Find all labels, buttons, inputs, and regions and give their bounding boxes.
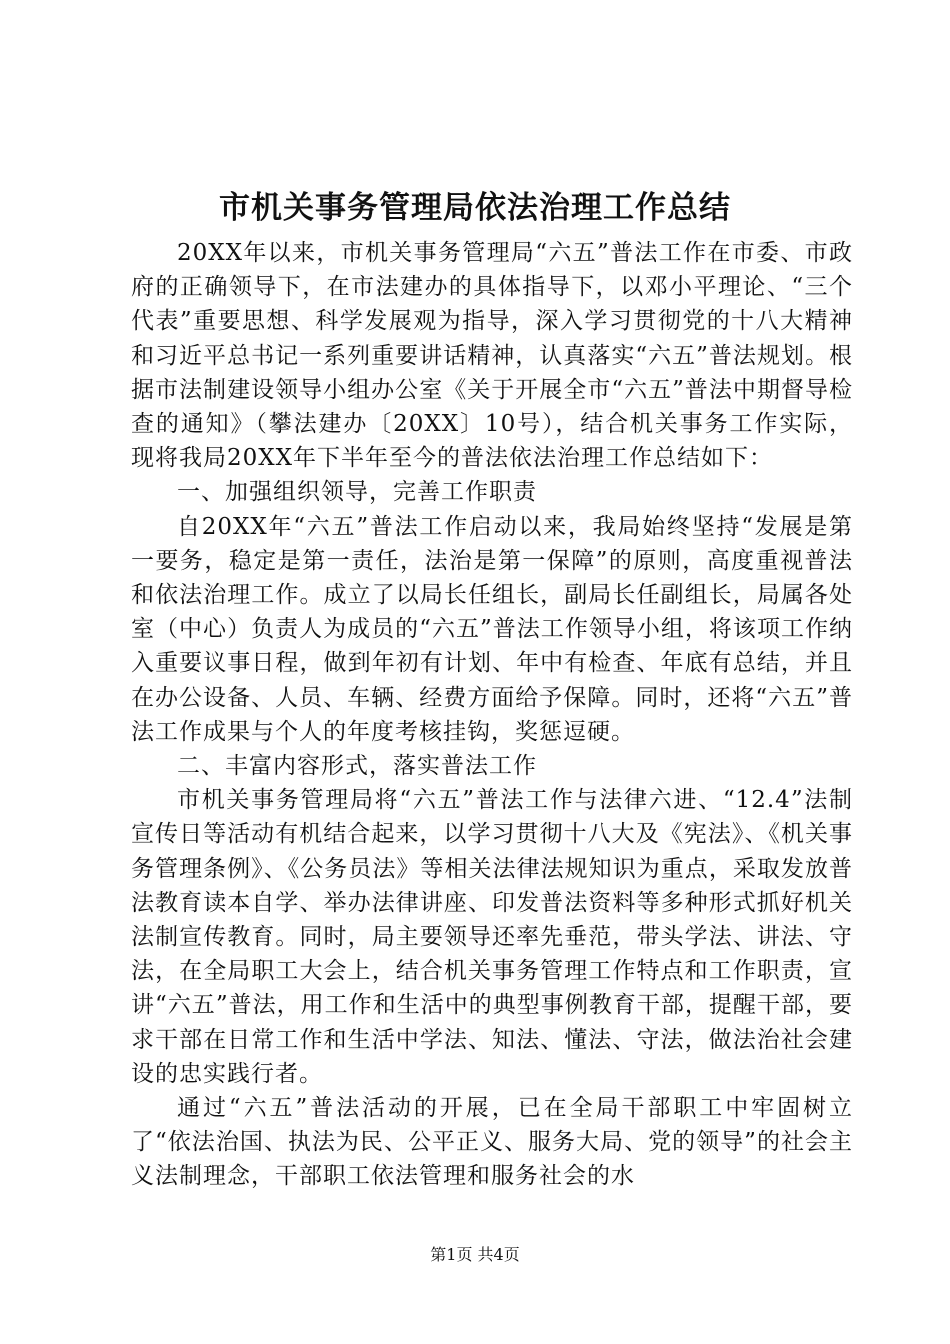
intro-paragraph: 20XX年以来，市机关事务管理局“六五”普法工作在市委、市政府的正确领导下，在市法建办的具体指导下，以邓小平理论、“三个代表”重要思想、科学发展观为指导，深入学习贯彻党的十八大精神和习近平总书记一系列重要讲话精神，认真落实“六五”普法规划。根据市法制建设领导小组办公室《关于开展全市“六五”普法中期督导检查的通知》（攀法建办〔20XX〕10号），结合机关事务工作实际，现将我局20XX年下半年至今的普法依法治理工作总结如下： xyxy=(131,240,853,472)
section-1-paragraph: 自20XX年“六五”普法工作启动以来，我局始终坚持“发展是第一要务，稳定是第一责任，法治是第一保障”的原则，高度重视普法和依法治理工作。成立了以局长任组长，副局长任副组长，局属各处室（中心）负责人为成员的“六五”普法工作领导小组，将该项工作纳入重要议事日程，做到年初有计划、年中有检查、年底有总结，并且在办公设备、人员、车辆、经费方面给予保障。同时，还将“六五”普法工作成果与个人的年度考核挂钩，奖惩逗硬。 xyxy=(131,513,853,745)
section-heading-2: 二、丰富内容形式，落实普法工作 xyxy=(177,753,537,780)
page-number-footer: 第1页 共4页 xyxy=(430,1245,520,1264)
document-body xyxy=(131,236,853,1194)
section-heading-1: 一、加强组织领导，完善工作职责 xyxy=(177,479,537,506)
section-2-paragraph: 市机关事务管理局将“六五”普法工作与法律六进、“12.4”法制宣传日等活动有机结合起来，以学习贯彻十八大及《宪法》、《机关事务管理条例》、《公务员法》等相关法律法规知识为重点，采取发放普法教育读本自学、举办法律讲座、印发普法资料等多种形式抓好机关法制宣传教育。同时，局主要领导还率先垂范，带头学法、讲法、守法，在全局职工大会上，结合机关事务管理工作特点和工作职责，宣讲“六五”普法，用工作和生活中的典型事例教育干部，提醒干部，要求干部在日常工作和生活中学法、知法、懂法、守法，做法治社会建设的忠实践行者。 xyxy=(131,787,853,1087)
section-2-paragraph-continued: 通过“六五”普法活动的开展，已在全局干部职工中牢固树立了“依法治国、执法为民、公平正义、服务大局、党的领导”的社会主义法制理念，干部职工依法管理和服务社会的水 xyxy=(131,1095,853,1190)
document-title: 市机关事务管理局依法治理工作总结 xyxy=(219,190,731,226)
